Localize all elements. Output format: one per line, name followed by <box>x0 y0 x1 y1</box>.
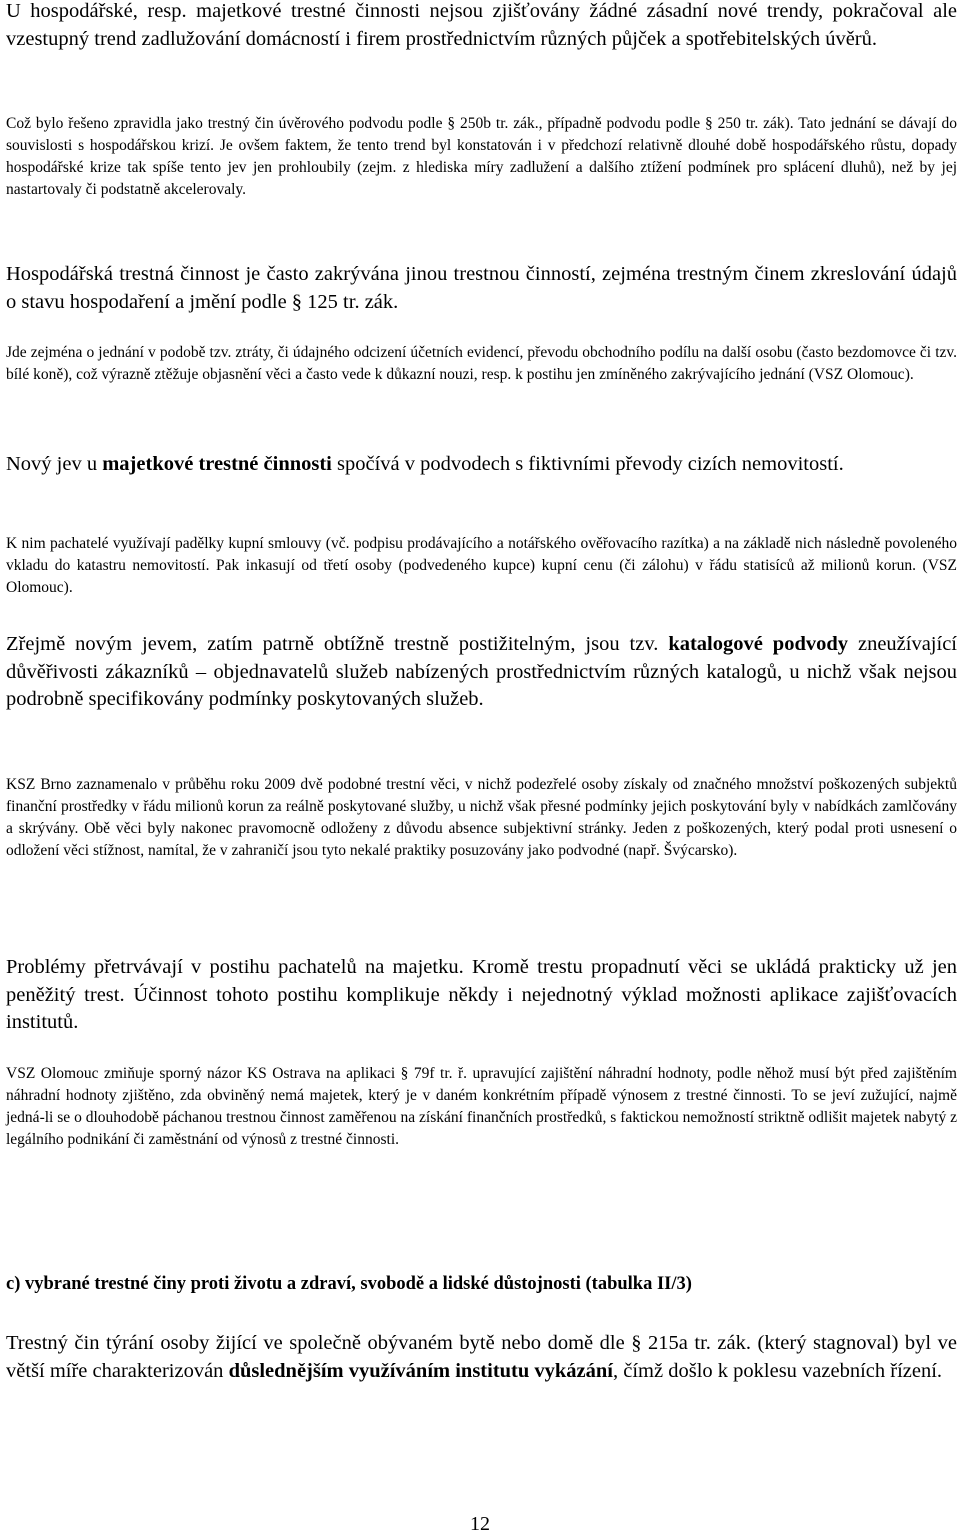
page-number: 12 <box>470 1513 490 1535</box>
paragraph-property-crime-new-trend <box>6 451 957 479</box>
paragraph-credit-fraud: Což bylo řešeno zpravidla jako trestný čin úvěrového podvodu podle § 250b tr. zák., případně podvodu podle § 250 tr. zák). Tato jednání se dávají do souvislosti s hospodářskou krizí. Je ovšem faktem, že tento trend byl konstatován i v předchozí relativně dlouhé době hospodářského růstu, dopady hospodářské krize tak spíše tento jev jen prohloubily (zejm. z hlediska míry zadlužení a dalšího ztížení podmínek pro splácení dluhů), než by jej nastartovaly či podstatně akcelerovaly. <box>6 115 957 198</box>
paragraph-forged-contracts: K nim pachatelé využívají padělky kupní smlouvy (vč. podpisu prodávajícího a notářského ověřovacího razítka) a na základě nich následně povoleného vkladu do katastru nemovitostí. Pak inkasují od třetí osoby (podvedeného kupce) kupní cenu (či zálohu) v řádu statisíců až milionů korun. (VSZ Olomouc). <box>6 535 957 596</box>
paragraph-economic-crime-concealment: Hospodářská trestná činnost je často zakrývána jinou trestnou činností, zejména trestným činem zkreslování údajů o stavu hospodaření a jmění podle § 125 tr. zák. <box>6 263 957 313</box>
paragraph-debt-trend: U hospodářské, resp. majetkové trestné činnosti nejsou zjišťovány žádné zásadní nové trendy, pokračoval ale vzestupný trend zadlužování domácností i firem prostřednictvím různých půjček a spotřebitelských úvěrů. <box>6 0 957 50</box>
paragraph-ksz-brno-cases: KSZ Brno zaznamenalo v průběhu roku 2009 dvě podobné trestní věci, v nichž podezřelé osoby získaly od značného množství poškozených subjektů finanční prostředky v řádu milionů korun za reálně poskytované služby, u nichž však přesné podmínky jejich poskytování byly v nabídkách zamlčovány a skrývány. Obě věci byly nakonec pravomocně odloženy z důvodu absence subjektivní stránky. Jeden z poškozených, který podal proti usnesení o odložení věci stížnost, namítal, že v zahraničí jsou tyto nekalé praktiky posuzovány jako podvodné (např. Švýcarsko). <box>6 776 957 859</box>
section-heading: c) vybrané trestné činy proti životu a zdraví, svobodě a lidské důstojnosti (tabulka II/3) <box>6 1274 692 1294</box>
paragraph-accounting-loss: Jde zejména o jednání v podobě tzv. ztráty, či údajného odcizení účetních evidencí, převodu obchodního podílu na další osobu (často bezdomovce či tzv. bílé koně), což výrazně ztěžuje objasnění věci a často vede k důkazní nouzi, resp. k postihu jen zmíněného zakrývajícího jednání (VSZ Olomouc). <box>6 344 957 383</box>
paragraph-vsz-olomouc-opinion: VSZ Olomouc zmiňuje sporný názor KS Ostrava na aplikaci § 79f tr. ř. upravující zajištění náhradní hodnoty, podle něhož musí být před zajištěním náhradní hodnoty zjištěno, zda obviněný nemá majetek, který je v daném konkrétním případě výnosem z trestné činnosti. To se jeví zužující, najmě jedná-li se o dlouhodobě páchanou trestnou činnost zaměřenou na získání finančních prostředků, s faktickou nemožností striktně odlišit majetek nabytý z legálního podnikání či zaměstnání od výnosů z trestné činnosti. <box>6 1065 957 1148</box>
text-segment: zneužívající důvěřivosti zákazníků – objednavatelů služeb nabízených prostřednictvím různých katalogů, u nichž však nejsou podrobně specifikovány podmínky poskytovaných služeb. <box>6 633 957 710</box>
emphasis-expulsion-institute: důslednějším využíváním institutu vykázání <box>228 1359 614 1382</box>
emphasis-property-crime: majetkové trestné činnosti <box>102 453 332 475</box>
text-segment: , čímž došlo k poklesu vazebních řízení. <box>613 1359 943 1382</box>
text-segment: Zřejmě novým jevem, zatím patrně obtížně trestně postižitelným, jsou tzv. <box>6 633 669 655</box>
text-segment: spočívá v podvodech s fiktivními převody cizích nemovitostí. <box>331 453 844 475</box>
paragraph-catalogue-fraud <box>6 631 957 714</box>
emphasis-catalogue-fraud: katalogové podvody <box>668 633 849 655</box>
text-segment: Nový jev u <box>6 453 103 475</box>
paragraph-asset-forfeiture: Problémy přetrvávají v postihu pachatelů na majetku. Kromě trestu propadnutí věci se ukládá prakticky už jen peněžitý trest. Účinnost tohoto postihu komplikuje někdy i nejednotný výklad možnosti aplikace zajišťovacích institutů. <box>6 956 957 1033</box>
paragraph-domestic-abuse <box>6 1330 957 1385</box>
text-segment: Trestný čin týrání osoby žijící ve společně obývaném bytě nebo domě dle § 215a tr. zák. (který stagnoval) byl ve větší míře charakterizován <box>6 1332 957 1382</box>
